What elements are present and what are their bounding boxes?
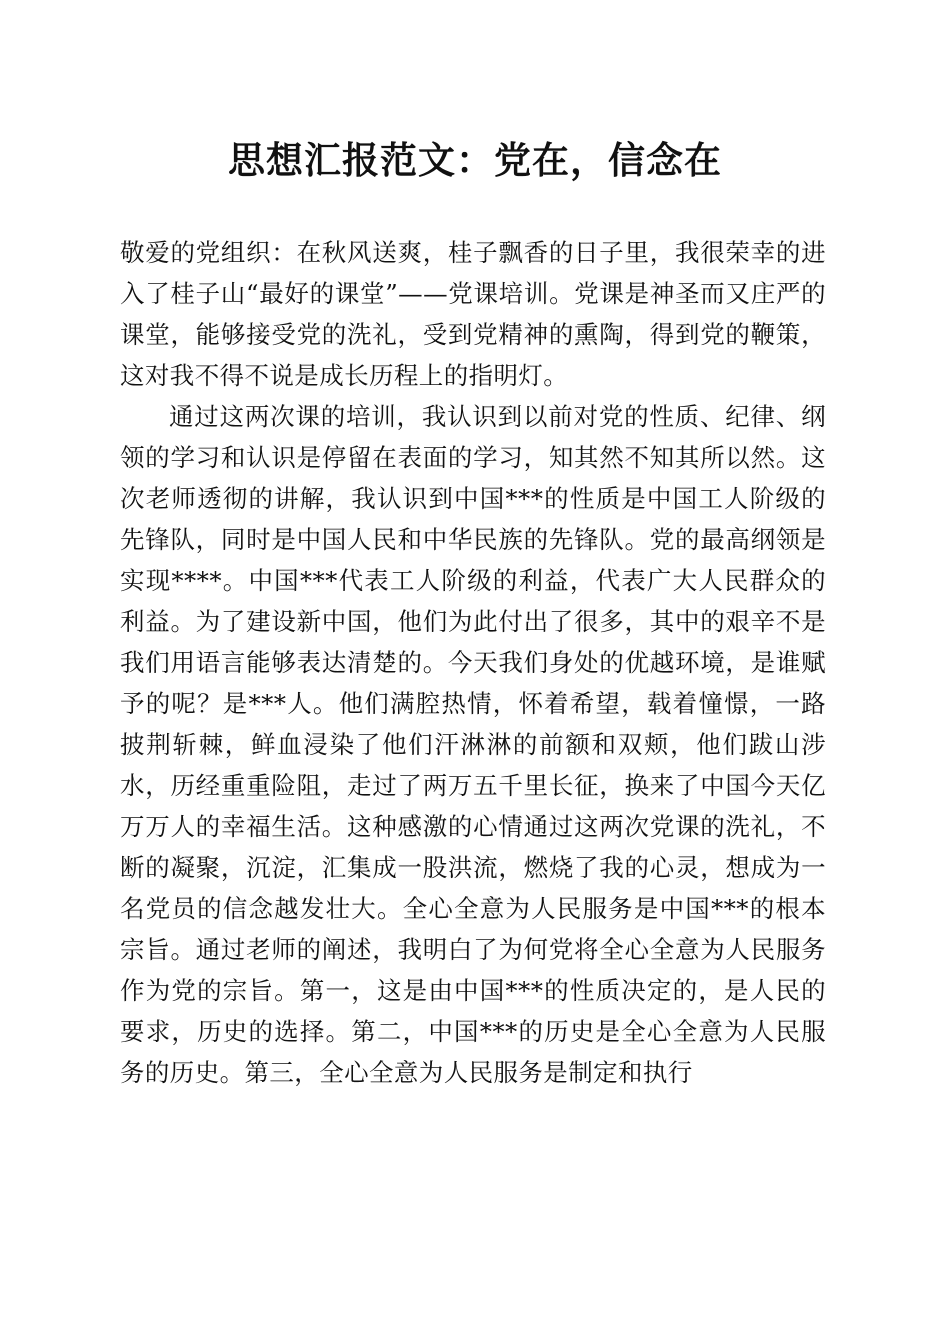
paragraph-1: 敬爱的党组织：在秋风送爽，桂子飘香的日子里，我很荣幸的进入了桂子山“最好的课堂”——党课培训。党课是神圣而又庄严的课堂，能够接受党的洗礼，受到党精神的熏陶，得到党的鞭策，这对我不得不说是成长历程上的指明灯。 bbox=[120, 238, 826, 390]
document-title: 思想汇报范文：党在，信念在 bbox=[228, 138, 722, 182]
document-body bbox=[120, 232, 826, 1093]
paragraph-2: 通过这两次课的培训，我认识到以前对党的性质、纪律、纲领的学习和认识是停留在表面的学习，知其然不知其所以然。这次老师透彻的讲解，我认识到中国***的性质是中国工人阶级的先锋队，同时是中国人民和中华民族的先锋队。党的最高纲领是实现****。中国***代表工人阶级的利益，代表广大人民群众的利益。为了建设新中国，他们为此付出了很多，其中的艰辛不是我们用语言能够表达清楚的。今天我们身处的优越环境，是谁赋予的呢？是***人。他们满腔热情，怀着希望，载着憧憬，一路披荆斩棘，鲜血浸染了他们汗淋淋的前额和双颊，他们跋山涉水，历经重重险阻，走过了两万五千里长征，换来了中国今天亿万万人的幸福生活。这种感激的心情通过这两次党课的洗礼，不断的凝聚，沉淀，汇集成一股洪流，燃烧了我的心灵，想成为一名党员的信念越发壮大。全心全意为人民服务是中国***的根本宗旨。通过老师的阐述，我明白了为何党将全心全意为人民服务作为党的宗旨。第一，这是由中国***的性质决定的，是人民的要求，历史的选择。第二，中国***的历史是全心全意为人民服务的历史。第三，全心全意为人民服务是制定和执行 bbox=[120, 402, 826, 1087]
